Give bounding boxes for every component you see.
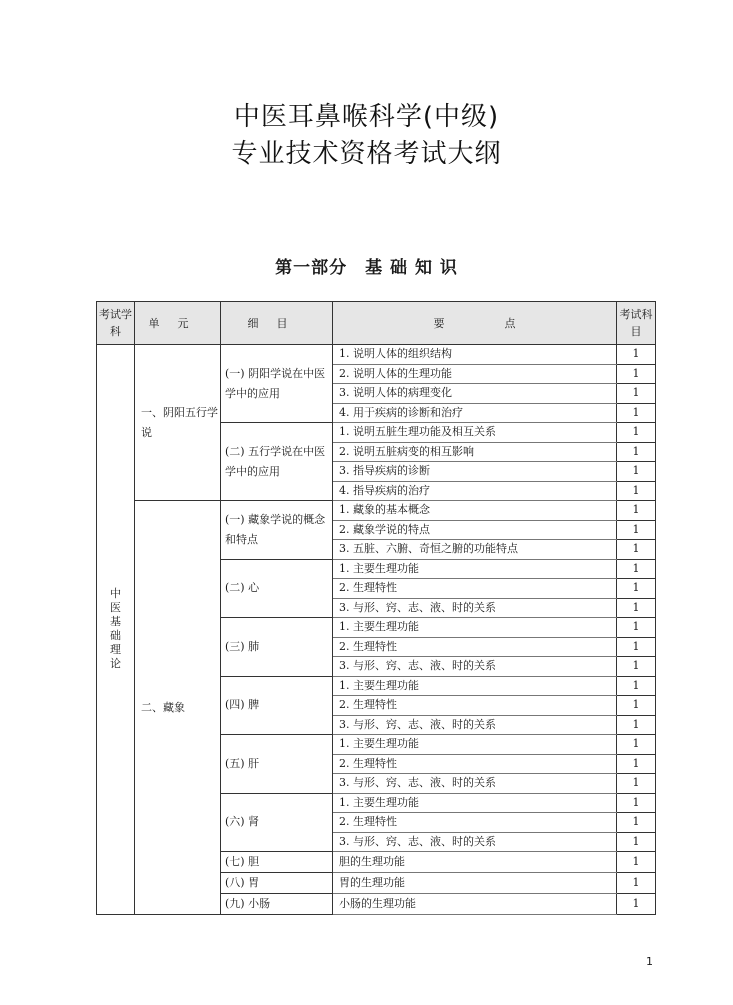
item-cell: (三) 肺 [221, 618, 333, 677]
page-number: 1 [646, 955, 653, 968]
unit-cell: 一、阴阳五行学说 [135, 345, 221, 501]
item-cell: (八) 胃 [221, 873, 333, 894]
header-unit: 单元 [135, 302, 221, 345]
exam-cell: 1 [617, 345, 656, 365]
exam-cell: 1 [617, 894, 656, 915]
exam-cell: 1 [617, 598, 656, 618]
exam-cell: 1 [617, 696, 656, 716]
exam-cell: 1 [617, 754, 656, 774]
item-cell: (一) 阴阳学说在中医学中的应用 [221, 345, 333, 423]
exam-cell: 1 [617, 715, 656, 735]
point-cell: 2. 生理特性 [333, 579, 617, 599]
exam-cell: 1 [617, 501, 656, 521]
exam-cell: 1 [617, 832, 656, 852]
item-cell: (一) 藏象学说的概念和特点 [221, 501, 333, 560]
exam-cell: 1 [617, 559, 656, 579]
item-cell: (七) 胆 [221, 852, 333, 873]
document-title-line-1: 中医耳鼻喉科学(中级) [233, 102, 500, 132]
exam-cell: 1 [617, 657, 656, 677]
point-cell: 1. 主要生理功能 [333, 676, 617, 696]
exam-cell: 1 [617, 873, 656, 894]
exam-cell: 1 [617, 618, 656, 638]
unit-cell: 二、藏象 [135, 501, 221, 915]
point-cell: 1. 说明五脏生理功能及相互关系 [333, 423, 617, 443]
header-subject: 考试学科 [97, 302, 135, 345]
point-cell: 4. 用于疾病的诊断和治疗 [333, 403, 617, 423]
point-cell: 4. 指导疾病的治疗 [333, 481, 617, 501]
exam-cell: 1 [617, 403, 656, 423]
point-cell: 3. 说明人体的病理变化 [333, 384, 617, 404]
exam-cell: 1 [617, 852, 656, 873]
syllabus-table [96, 301, 656, 915]
point-cell: 2. 藏象学说的特点 [333, 520, 617, 540]
point-cell: 1. 藏象的基本概念 [333, 501, 617, 521]
syllabus-body [97, 345, 656, 915]
point-cell: 1. 说明人体的组织结构 [333, 345, 617, 365]
item-cell: (五) 肝 [221, 735, 333, 794]
point-cell: 2. 说明人体的生理功能 [333, 364, 617, 384]
point-cell: 1. 主要生理功能 [333, 618, 617, 638]
exam-cell: 1 [617, 579, 656, 599]
point-cell: 2. 生理特性 [333, 813, 617, 833]
exam-cell: 1 [617, 793, 656, 813]
header-point: 要点 [333, 302, 617, 345]
exam-cell: 1 [617, 462, 656, 482]
section-title: 第一部分 基 础 知 识 [275, 258, 458, 278]
item-cell: (四) 脾 [221, 676, 333, 735]
point-cell: 1. 主要生理功能 [333, 559, 617, 579]
header-item: 细目 [221, 302, 333, 345]
exam-cell: 1 [617, 735, 656, 755]
point-cell: 3. 与形、窍、志、液、时的关系 [333, 598, 617, 618]
subject-cell [97, 345, 135, 915]
exam-cell: 1 [617, 774, 656, 794]
point-cell: 2. 生理特性 [333, 754, 617, 774]
item-cell: (二) 心 [221, 559, 333, 618]
table-row [97, 501, 656, 521]
point-cell: 胃的生理功能 [333, 873, 617, 894]
point-cell: 1. 主要生理功能 [333, 735, 617, 755]
exam-cell: 1 [617, 540, 656, 560]
exam-cell: 1 [617, 676, 656, 696]
exam-cell: 1 [617, 364, 656, 384]
point-cell: 1. 主要生理功能 [333, 793, 617, 813]
point-cell: 2. 生理特性 [333, 696, 617, 716]
point-cell: 小肠的生理功能 [333, 894, 617, 915]
point-cell: 2. 生理特性 [333, 637, 617, 657]
exam-cell: 1 [617, 637, 656, 657]
point-cell: 3. 与形、窍、志、液、时的关系 [333, 832, 617, 852]
subject-label: 中医基础理论 [110, 586, 121, 670]
point-cell: 2. 说明五脏病变的相互影响 [333, 442, 617, 462]
point-cell: 3. 指导疾病的诊断 [333, 462, 617, 482]
item-cell: (九) 小肠 [221, 894, 333, 915]
document-title-line-2: 专业技术资格考试大纲 [231, 139, 502, 169]
exam-cell: 1 [617, 520, 656, 540]
table-header-row [97, 302, 656, 345]
exam-cell: 1 [617, 481, 656, 501]
point-cell: 3. 与形、窍、志、液、时的关系 [333, 774, 617, 794]
exam-cell: 1 [617, 384, 656, 404]
point-cell: 3. 与形、窍、志、液、时的关系 [333, 715, 617, 735]
item-cell: (六) 肾 [221, 793, 333, 852]
item-cell: (二) 五行学说在中医学中的应用 [221, 423, 333, 501]
point-cell: 胆的生理功能 [333, 852, 617, 873]
exam-cell: 1 [617, 442, 656, 462]
header-exam: 考试科目 [617, 302, 656, 345]
point-cell: 3. 与形、窍、志、液、时的关系 [333, 657, 617, 677]
exam-cell: 1 [617, 423, 656, 443]
point-cell: 3. 五脏、六腑、奇恒之腑的功能特点 [333, 540, 617, 560]
table-row [97, 345, 656, 365]
exam-cell: 1 [617, 813, 656, 833]
